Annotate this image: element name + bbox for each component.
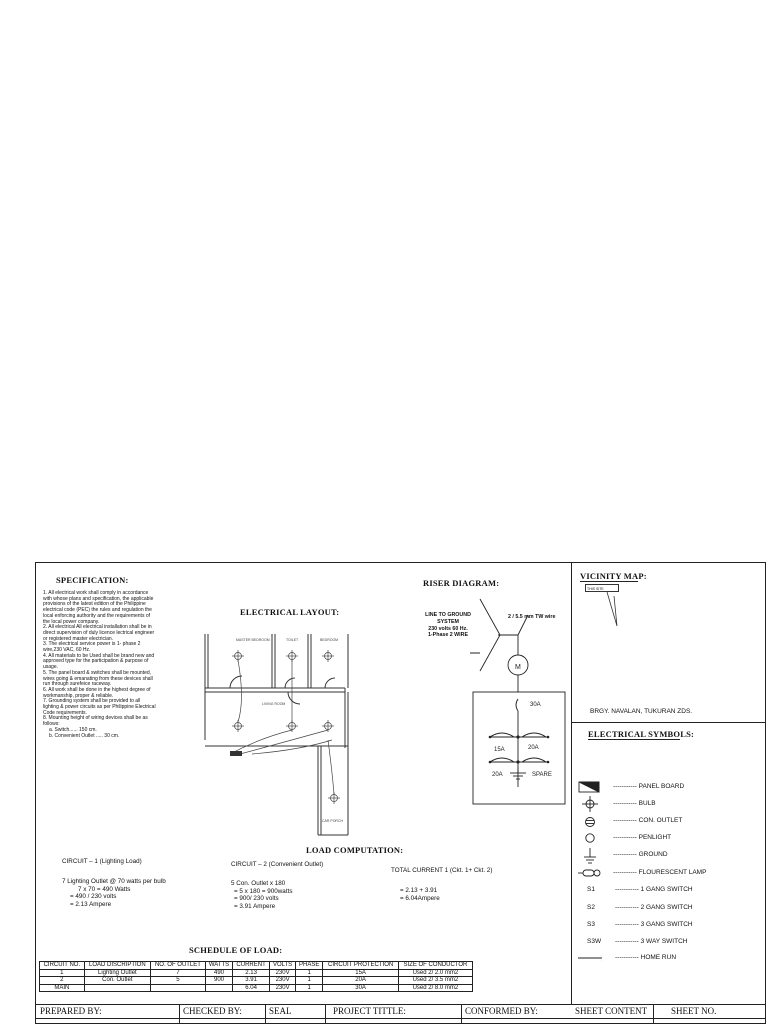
- dashes: -----------: [615, 938, 639, 945]
- room-label: TOILET: [286, 638, 299, 642]
- table-cell: Con. Outlet: [84, 977, 150, 985]
- checked-by-label: CHECKED BY:: [183, 1006, 242, 1016]
- ground-icon: [584, 848, 596, 863]
- site-label: THIS SITE: [585, 584, 619, 592]
- table-cell: 6.04: [233, 984, 270, 992]
- vicinity-address: BRGY. NAVALAN, TUKURAN ZDS.: [590, 708, 693, 715]
- title-block-divider: [265, 1004, 266, 1024]
- room-label: LIVING ROOM: [262, 702, 286, 706]
- room-label: MASTER BEDROOM: [236, 638, 270, 642]
- symbol-label: 3 GANG SWITCH: [640, 921, 693, 928]
- column-header: CURRENT: [233, 962, 270, 970]
- fluorescent-lamp-icon: [578, 870, 600, 876]
- symbol-label: PANEL BOARD: [638, 783, 685, 790]
- total-current-computation: [400, 887, 440, 902]
- total-current-title: TOTAL CURRENT 1 (Ckt. 1+ Ckt. 2): [391, 867, 493, 874]
- project-title-label: PROJECT TITTLE:: [333, 1006, 406, 1016]
- penlight-icon: [586, 834, 594, 842]
- symbol-label: 1 GANG SWITCH: [640, 886, 693, 893]
- title-block-divider: [325, 1004, 326, 1024]
- spec-item: a. Switch...... 150 cm.: [49, 726, 97, 733]
- symbol-label: GROUND: [638, 851, 668, 858]
- supply-phase-label: 1-Phase 2 WIRE: [427, 632, 469, 639]
- sheet-no-label: SHEET NO.: [671, 1006, 717, 1016]
- table-cell: [151, 984, 206, 992]
- symbol-label: FLOURESCENT LAMP: [638, 869, 707, 876]
- panel-board-icon: [230, 751, 242, 756]
- table-cell: 1: [296, 977, 323, 985]
- riser-diagram-title: RISER DIAGRAM:: [423, 578, 500, 588]
- meter-label: M: [515, 664, 521, 671]
- dashes: -----------: [615, 904, 639, 911]
- electrical-symbols-title: ELECTRICAL SYMBOLS:: [588, 729, 695, 739]
- switch-code: S3: [587, 921, 595, 928]
- dashes: -----------: [613, 869, 637, 876]
- panel-board-icon: [579, 782, 599, 792]
- column-header: NO. OF OUTLET: [151, 962, 206, 970]
- computation-line: = 490 / 230 volts: [70, 893, 117, 900]
- vicinity-map-title: VICINITY MAP:: [580, 571, 647, 581]
- spec-item: 3. The electrical service power is 1- phase 2 wire,230 VAC, 60 Hz.: [43, 641, 141, 654]
- computation-line: = 5 x 180 = 900watts: [234, 887, 293, 895]
- vicinity-title-underline: [580, 581, 638, 582]
- table-cell: 900: [205, 977, 232, 985]
- table-cell: 1: [296, 969, 323, 977]
- column-header: CIRCUIT NO.: [40, 962, 85, 970]
- vicinity-divider: [571, 722, 766, 723]
- switch-code: S3W: [587, 938, 602, 945]
- table-cell: 7: [151, 969, 206, 977]
- dashes: -----------: [615, 886, 639, 893]
- symbol-row: [615, 938, 687, 945]
- breaker-label: 20A: [492, 772, 503, 778]
- dashes: -----------: [615, 954, 639, 961]
- sheet-content-label: SHEET CONTENT: [575, 1006, 648, 1016]
- home-run-arrow-icon: [578, 955, 602, 961]
- title-block-top-rule: [35, 1004, 766, 1005]
- line-to-ground-label: LINE TO GROUND SYSTEM: [425, 612, 471, 625]
- riser-supply-note: [418, 612, 478, 639]
- circuit-2-computation: [231, 880, 292, 910]
- spec-item: 1. All electrical work shall comply in accordance with whose plans and specification, the applicable provisions of the latest edition of the Philippine electrical code (PEC) the rules and regulation the local enforcing authority and the requirements of the local power company.: [43, 590, 154, 625]
- table-cell: 2.13: [233, 969, 270, 977]
- column-header: VOLTS: [270, 962, 296, 970]
- symbol-row: [613, 834, 671, 841]
- table-row: [40, 977, 473, 985]
- spec-item: b. Convenient Outlet ..... 30 cm.: [49, 732, 120, 739]
- load-computation-title: LOAD COMPUTATION:: [306, 845, 404, 855]
- title-block-divider: [179, 1004, 180, 1024]
- symbol-row: [613, 817, 682, 824]
- spec-item: 2. All electrical All electrical installation shall be in direct supervision of duly licence lectrical engineer or registered master electrician.: [43, 624, 155, 642]
- title-block-mid-rule: [35, 1018, 766, 1019]
- spec-item: 6. All work shall be done in the highest degree of workmanship, proper & reliable.: [43, 686, 151, 699]
- switch-code: S2: [587, 904, 595, 911]
- table-cell: 490: [205, 969, 232, 977]
- table-cell: Used 2/ 8.0 mm2: [398, 984, 472, 992]
- electrical-layout-title: ELECTRICAL LAYOUT:: [240, 607, 340, 617]
- column-header: WATTS: [205, 962, 232, 970]
- symbols-title-underline: [588, 739, 680, 740]
- dashes: -----------: [613, 783, 637, 790]
- dashes: -----------: [615, 921, 639, 928]
- table-cell: 230V: [270, 977, 296, 985]
- table-cell: 30A: [323, 984, 399, 992]
- dashes: -----------: [613, 800, 637, 807]
- dashes: -----------: [613, 834, 637, 841]
- computation-line: = 6.04Ampere: [400, 894, 440, 902]
- table-cell: [84, 984, 150, 992]
- title-block-divider: [461, 1004, 462, 1024]
- symbol-row: [615, 954, 676, 961]
- table-cell: Lighting Outlet: [84, 969, 150, 977]
- symbol-row: [613, 800, 656, 807]
- computation-line: = 900/ 230 volts: [234, 895, 279, 902]
- symbol-row: [615, 886, 693, 893]
- spare-label: SPARE: [532, 772, 552, 778]
- computation-line: 5 Con. Outlet x 180: [231, 880, 286, 887]
- column-header: SIZE OF CONDUCTOR: [398, 962, 472, 970]
- symbol-label: 3 WAY SWITCH: [640, 938, 688, 945]
- table-cell: Used 2/ 2.0 mm2: [398, 969, 472, 977]
- breaker-label: 20A: [528, 745, 539, 751]
- symbol-label: 2 GANG SWITCH: [640, 904, 693, 911]
- computation-line: = 2.13 Ampere: [70, 900, 112, 908]
- bulb-icon: [582, 796, 598, 812]
- specification-list: [43, 591, 156, 739]
- table-cell: 5: [151, 977, 206, 985]
- symbol-label: CON. OUTLET: [638, 817, 683, 824]
- computation-line: 7 x 70 = 490 Watts: [78, 885, 131, 893]
- symbol-label: PENLIGHT: [638, 834, 672, 841]
- table-header-row: [40, 962, 473, 970]
- symbol-row: [613, 783, 684, 790]
- table-cell: MAIN: [40, 984, 85, 992]
- spec-item: 4. All materials to be Used shall be brand new and approved type for the participation & purpose of usage.: [43, 652, 155, 671]
- table-row: [40, 969, 473, 977]
- riser-diagram: [470, 595, 570, 810]
- dashes: -----------: [613, 817, 637, 824]
- symbol-label: BULB: [638, 800, 656, 807]
- table-cell: 230V: [270, 984, 296, 992]
- prepared-by-label: PREPARED BY:: [40, 1006, 102, 1016]
- computation-line: = 2.13 + 3.91: [400, 887, 438, 894]
- table-cell: 230V: [270, 969, 296, 977]
- schedule-of-load-title: SCHEDULE OF LOAD:: [189, 945, 283, 955]
- site-pointer-icon: [605, 590, 625, 630]
- specification-title: SPECIFICATION:: [56, 575, 129, 585]
- column-header: LOAD DISCRIPTION: [84, 962, 150, 970]
- electrical-floor-plan: [200, 630, 395, 840]
- column-header: PHASE: [296, 962, 323, 970]
- circuit-1-computation: [62, 878, 166, 908]
- con-outlet-icon: [586, 818, 595, 827]
- switch-code: S1: [587, 886, 595, 893]
- table-cell: 1: [40, 969, 85, 977]
- symbol-row: [615, 921, 693, 928]
- column-header: CIRCUIT PROTECTION: [323, 962, 399, 970]
- symbol-label: HOME RUN: [640, 954, 677, 961]
- wire-label: 2 / 5.5 mm TW wire: [508, 614, 556, 620]
- table-cell: 3.91: [233, 977, 270, 985]
- spec-item: 7. Grounding system shall be provided to all lighting & power circuits as per Philippine Electrical Code requirements.: [43, 698, 156, 716]
- circuit-2-title: CIRCUIT – 2 (Convenient Outlet): [231, 861, 324, 868]
- dashes: -----------: [613, 851, 637, 858]
- spec-item: 8. Mounting height of wiring devices shall be as follows:: [43, 715, 148, 728]
- supply-voltage-label: 230 volts 60 Hz.: [428, 625, 468, 632]
- room-label: CAR PORCH: [322, 819, 344, 823]
- table-cell: 2: [40, 977, 85, 985]
- schedule-table: [39, 961, 473, 992]
- table-row: [40, 984, 473, 992]
- breaker-label: 15A: [494, 747, 505, 753]
- table-cell: 20A: [323, 977, 399, 985]
- circuit-1-title: CIRCUIT – 1 (Lighting Load): [62, 858, 142, 865]
- table-cell: 1: [296, 984, 323, 992]
- symbol-row: [615, 904, 693, 911]
- seal-label: SEAL: [269, 1006, 292, 1016]
- table-cell: Used 2/ 3.5 mm2: [398, 977, 472, 985]
- table-cell: 15A: [323, 969, 399, 977]
- symbol-row: [613, 851, 668, 858]
- spec-item: 5. The panel board & switches shall be mounted, wires going & emanating from these devices shall run through surefeice raceway.: [43, 669, 153, 688]
- symbol-row: [613, 869, 706, 876]
- conformed-by-label: CONFORMED BY:: [465, 1006, 538, 1016]
- computation-line: 7 Lighting Outlet @ 70 watts per bulb: [62, 878, 166, 885]
- vicinity-column-divider: [571, 562, 572, 1004]
- room-label: BEDROOM: [320, 638, 339, 642]
- computation-line: = 3.91 Ampere: [234, 902, 276, 910]
- main-breaker-label: 30A: [530, 702, 541, 708]
- title-block-divider: [653, 1004, 654, 1024]
- table-cell: [205, 984, 232, 992]
